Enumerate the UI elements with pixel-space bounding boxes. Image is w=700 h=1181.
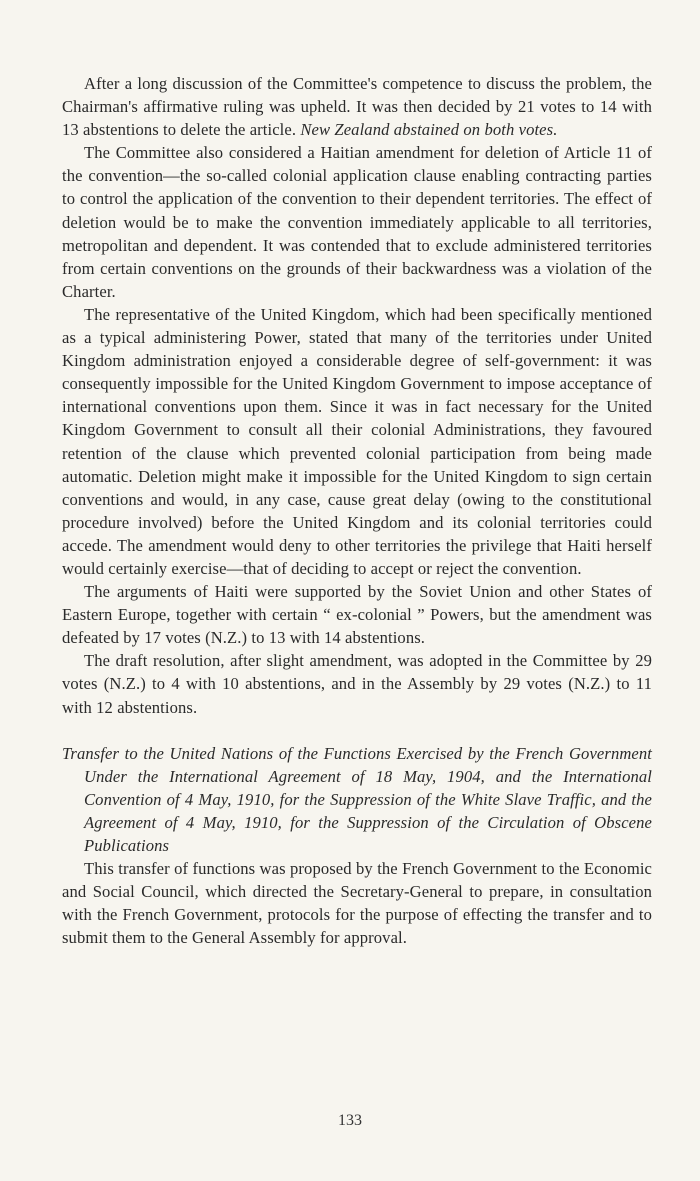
paragraph-draft-resolution: The draft resolution, after slight amendment, was adopted in the Committee by 29 votes (N.Z.) to 4 with 10 abstentions, and in the Assembly by 29 votes (N.Z.) to 11 with 12 abstentions. bbox=[62, 651, 652, 717]
paragraph-transfer-of-functions: This transfer of functions was proposed by the French Government to the Economic and Social Council, which directed the Secretary-General to prepare, in consultation with the French Government, protocols for the purpose of effecting the transfer and to submit them to the General Assembly for approval. bbox=[62, 859, 652, 948]
paragraph-text: After a long discussion of the Committee's competence to discuss the problem, the Chairman's affirmative ruling was upheld. It was then decided by 21 votes to 14 with 13 abstentions to delete the article. bbox=[62, 74, 652, 140]
paragraph-united-kingdom: The representative of the United Kingdom, which had been specifically mentioned as a typical administering Power, stated that many of the territories under United Kingdom administration enjoyed a considerable degree of self-government: it was consequently impossible for the United Kingdom Government to impose acceptance of international conventions upon them. Since it was in fact necessary for the United Kingdom Government to consult all their colonial Administrations, they favoured retention of the clause which prevented colonial participation from being made automatic. Deletion might make it impossible for the United Kingdom to sign certain conventions and would, in any case, cause great delay (owing to the constitutional procedure involved) before the United Kingdom and its colonial territories could accede. The amendment would deny to other territories the privilege that Haiti herself would certainly exercise—that of deciding to accept or reject the convention. bbox=[62, 304, 652, 578]
section-heading: Transfer to the United Nations of the Functions Exercised by the French Government Under the International Agreement of 18 May, 1904, and the International Convention of 4 May, 1910, for the Suppression of the White Slave Traffic, and the Agreement of 4 May, 1910, for the Suppression of the Circulation of Obscene Publications bbox=[62, 743, 652, 855]
paragraph-competence-ruling bbox=[62, 72, 652, 141]
paragraph-haitian-amendment: The Committee also considered a Haitian amendment for deletion of Article 11 of the convention—the so-called colonial application clause enabling contracting parties to control the application of the convention to their dependent territories. The effect of deletion would be to make the convention immediately applicable to all territories, metropolitan and dependent. It was contended that to exclude administered territories from certain conventions on the grounds of their backwardness was a violation of the Charter. bbox=[62, 143, 652, 301]
document-page bbox=[62, 72, 652, 949]
paragraph-arguments-of-haiti: The arguments of Haiti were supported by the Soviet Union and other States of Eastern Europe, together with certain “ ex-colonial ” Powers, but the amendment was defeated by 17 votes (N.Z.) to 13 with 14 abstentions. bbox=[62, 582, 652, 648]
page-number: 133 bbox=[338, 1112, 362, 1129]
paragraph-text-italic: New Zealand abstained on both votes. bbox=[300, 120, 558, 140]
